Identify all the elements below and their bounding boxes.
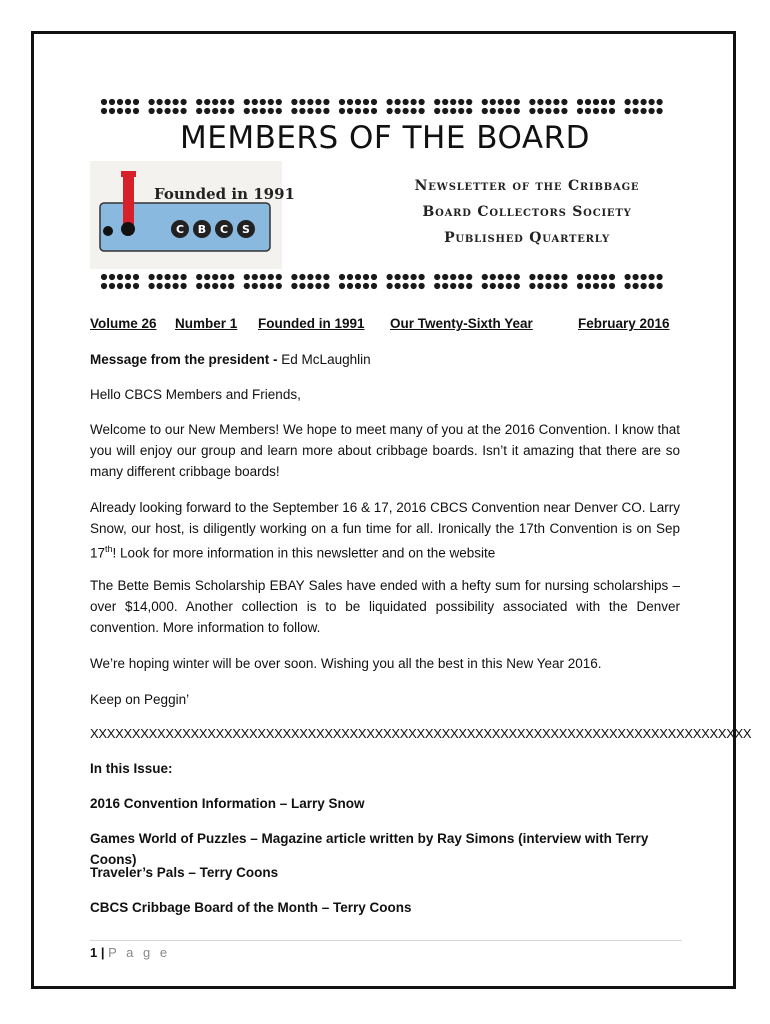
peg-hole bbox=[347, 99, 353, 105]
peg-hole bbox=[537, 274, 543, 280]
peg-hole bbox=[419, 108, 425, 114]
peg-hole bbox=[228, 274, 234, 280]
peg-hole bbox=[657, 108, 663, 114]
peg-hole bbox=[387, 99, 393, 105]
peg-hole bbox=[601, 274, 607, 280]
peg-hole bbox=[355, 283, 361, 289]
issue-item: 2016 Convention Information – Larry Snow bbox=[90, 796, 365, 811]
paragraph-scholarship: The Bette Bemis Scholarship EBAY Sales have ended with a hefty sum for nursing scholarships – over $14,000. Another collection is to be liquidated possibility associated with the Denver convention. More information to follow. bbox=[90, 578, 680, 635]
peg-hole bbox=[585, 99, 591, 105]
peg-hole bbox=[339, 283, 345, 289]
subtitle-line-3: Published Quarterly bbox=[444, 230, 610, 246]
peg-hole bbox=[252, 99, 258, 105]
peg-hole bbox=[633, 274, 639, 280]
peg-hole bbox=[347, 108, 353, 114]
peg-hole bbox=[244, 108, 250, 114]
peg-hole bbox=[157, 108, 163, 114]
peg-hole bbox=[363, 99, 369, 105]
peg-hole bbox=[339, 99, 345, 105]
peg-hole bbox=[371, 108, 377, 114]
peg-hole bbox=[529, 283, 535, 289]
peg-hole bbox=[657, 283, 663, 289]
peg-hole bbox=[260, 108, 266, 114]
number-label: Number 1 bbox=[175, 316, 238, 331]
peg-hole bbox=[252, 283, 258, 289]
logo-letter-c2: C bbox=[219, 223, 229, 236]
page-label: P a g e bbox=[108, 945, 171, 960]
peg-hole bbox=[117, 283, 123, 289]
peg-hole bbox=[355, 108, 361, 114]
peg-hole bbox=[514, 283, 520, 289]
peg-hole bbox=[498, 274, 504, 280]
peg-hole bbox=[268, 108, 274, 114]
peg-hole bbox=[307, 274, 313, 280]
peg-hole bbox=[450, 274, 456, 280]
peg-hole bbox=[204, 108, 210, 114]
peg-hole bbox=[553, 108, 559, 114]
peg-hole bbox=[514, 108, 520, 114]
peg-hole bbox=[347, 283, 353, 289]
peg-hole bbox=[553, 274, 559, 280]
peg-hole bbox=[561, 108, 567, 114]
peg-hole bbox=[395, 283, 401, 289]
issue-item: CBCS Cribbage Board of the Month – Terry Coons bbox=[90, 900, 412, 915]
peg-hole bbox=[109, 274, 115, 280]
peg-hole bbox=[371, 274, 377, 280]
peg-hole bbox=[649, 283, 655, 289]
peg-hole bbox=[625, 283, 631, 289]
peg-hole bbox=[196, 108, 202, 114]
peg-hole bbox=[125, 283, 131, 289]
peg-hole bbox=[585, 283, 591, 289]
peg-hole bbox=[395, 274, 401, 280]
peg-hole bbox=[450, 283, 456, 289]
peg-hole bbox=[109, 283, 115, 289]
page-number: 1 bbox=[90, 945, 98, 960]
peg-hole bbox=[109, 99, 115, 105]
peg-hole bbox=[609, 108, 615, 114]
peg-hole bbox=[458, 283, 464, 289]
peg-hole bbox=[434, 108, 440, 114]
peg-hole bbox=[395, 99, 401, 105]
peg-hole bbox=[641, 99, 647, 105]
peg-hole bbox=[419, 274, 425, 280]
peg-hole bbox=[133, 283, 139, 289]
superscript-th: th bbox=[105, 544, 113, 554]
paragraph-welcome: Welcome to our New Members! We hope to meet many of you at the 2016 Convention. I know that you will enjoy our group and learn more about cribbage boards. Isn’t it amazing that there are so many different cribbage boards! bbox=[90, 422, 680, 479]
peg-hole bbox=[276, 99, 282, 105]
founded-label: Founded in 1991 bbox=[258, 316, 365, 331]
peg-hole bbox=[244, 99, 250, 105]
peg-hole bbox=[157, 283, 163, 289]
peg-hole bbox=[585, 108, 591, 114]
peg-hole bbox=[276, 283, 282, 289]
peg-hole bbox=[537, 108, 543, 114]
peg-hole bbox=[291, 108, 297, 114]
peg-hole bbox=[196, 274, 202, 280]
issue-item: Traveler’s Pals – Terry Coons bbox=[90, 865, 279, 880]
peg-hole bbox=[434, 99, 440, 105]
peg-hole bbox=[506, 283, 512, 289]
peg-hole bbox=[268, 99, 274, 105]
peg-hole bbox=[363, 283, 369, 289]
peg-hole bbox=[506, 274, 512, 280]
peg-hole bbox=[601, 283, 607, 289]
peg-hole bbox=[212, 283, 218, 289]
peg-hole bbox=[434, 274, 440, 280]
peg-hole bbox=[101, 283, 107, 289]
peg-hole bbox=[307, 99, 313, 105]
peg-hole bbox=[268, 274, 274, 280]
peg-hole bbox=[466, 99, 472, 105]
peg-hole bbox=[633, 99, 639, 105]
peg-hole bbox=[403, 283, 409, 289]
peg-hole bbox=[133, 99, 139, 105]
peg-hole bbox=[173, 108, 179, 114]
peg-hole bbox=[260, 274, 266, 280]
date-label: February 2016 bbox=[578, 316, 670, 331]
peg-hole bbox=[323, 274, 329, 280]
peg-hole bbox=[403, 108, 409, 114]
peg-hole bbox=[553, 99, 559, 105]
peg-hole bbox=[291, 283, 297, 289]
peg-hole bbox=[323, 283, 329, 289]
peg-hole bbox=[323, 108, 329, 114]
peg-hole bbox=[244, 274, 250, 280]
peg-hole bbox=[260, 283, 266, 289]
peg-hole bbox=[268, 283, 274, 289]
footer-separator: | bbox=[97, 945, 109, 960]
peg-hole bbox=[490, 108, 496, 114]
peg-hole bbox=[450, 108, 456, 114]
peg-hole bbox=[299, 283, 305, 289]
peg-hole bbox=[299, 108, 305, 114]
peg-hole bbox=[315, 274, 321, 280]
peg-hole bbox=[117, 274, 123, 280]
peg-hole bbox=[633, 283, 639, 289]
peg-hole bbox=[514, 274, 520, 280]
paragraph-convention bbox=[90, 497, 680, 564]
peg-hole bbox=[641, 283, 647, 289]
paragraph-convention-end: ! Look for more information in this newsletter and on the website bbox=[112, 545, 496, 561]
peg-hole bbox=[315, 99, 321, 105]
peg-hole bbox=[196, 283, 202, 289]
message-heading-label: Message from the president - bbox=[90, 352, 278, 367]
peg-hole bbox=[307, 283, 313, 289]
peg-hole bbox=[411, 99, 417, 105]
peg-hole bbox=[649, 108, 655, 114]
peg-hole bbox=[339, 108, 345, 114]
peg-hole bbox=[593, 108, 599, 114]
peg-hole bbox=[593, 283, 599, 289]
peg-hole bbox=[490, 99, 496, 105]
peg-hole bbox=[220, 99, 226, 105]
peg-hole bbox=[657, 99, 663, 105]
peg-hole bbox=[315, 108, 321, 114]
peg-hole bbox=[490, 274, 496, 280]
peg-hole bbox=[545, 108, 551, 114]
peg-hole bbox=[442, 274, 448, 280]
peg-hole bbox=[514, 99, 520, 105]
peg-hole bbox=[450, 99, 456, 105]
peg-hole bbox=[545, 283, 551, 289]
peg-hole bbox=[553, 283, 559, 289]
peg-hole bbox=[577, 283, 583, 289]
subtitle-line-2: Board Collectors Society bbox=[422, 204, 632, 220]
paragraph-convention-text: Already looking forward to the September 16 & 17, 2016 CBCS Convention near Denver CO. Larry Snow, our host, is diligently working on a fun time for all. Ironically the 17th Convention is on Sep 17 bbox=[90, 500, 680, 561]
peg-hole bbox=[276, 108, 282, 114]
message-heading bbox=[90, 349, 680, 370]
peg-hole bbox=[212, 274, 218, 280]
peg-hole bbox=[133, 108, 139, 114]
peg-hole bbox=[173, 99, 179, 105]
peg-hole bbox=[537, 99, 543, 105]
separator-line: XXXXXXXXXXXXXXXXXXXXXXXXXXXXXXXXXXXXXXXXXXXXXXXXXXXXXXXXXXXXXXXXXXXXXXXXXXXXXXX bbox=[90, 726, 752, 741]
peg-hole bbox=[482, 108, 488, 114]
peg-hole bbox=[204, 283, 210, 289]
peg-hole bbox=[117, 99, 123, 105]
peg-hole bbox=[125, 274, 131, 280]
peg-hole bbox=[411, 108, 417, 114]
peg-hole bbox=[577, 99, 583, 105]
peg-hole bbox=[173, 274, 179, 280]
peg-hole bbox=[482, 99, 488, 105]
peg-hole bbox=[545, 99, 551, 105]
peg-hole bbox=[601, 108, 607, 114]
peg-hole bbox=[228, 99, 234, 105]
peg-hole bbox=[561, 99, 567, 105]
peg-hole bbox=[506, 108, 512, 114]
peg-hole bbox=[371, 99, 377, 105]
peg-hole bbox=[291, 99, 297, 105]
peg-hole bbox=[529, 274, 535, 280]
paragraph-winter: We’re hoping winter will be over soon. Wishing you all the best in this New Year 2016. bbox=[90, 656, 602, 671]
message-author: Ed McLaughlin bbox=[277, 352, 371, 367]
peg-hole bbox=[149, 99, 155, 105]
peg-hole bbox=[561, 283, 567, 289]
peg-hole bbox=[641, 274, 647, 280]
peg-hole bbox=[165, 274, 171, 280]
peg-hole bbox=[490, 283, 496, 289]
peg-hole bbox=[220, 274, 226, 280]
peg-hole bbox=[529, 108, 535, 114]
peg-hole bbox=[498, 108, 504, 114]
peg-hole bbox=[411, 274, 417, 280]
peg-hole bbox=[117, 108, 123, 114]
issue-item: Games World of Puzzles – Magazine article written by Ray Simons (interview with Terry Coons) bbox=[90, 831, 649, 867]
peg-hole bbox=[498, 99, 504, 105]
peg-hole bbox=[649, 274, 655, 280]
peg-hole bbox=[101, 274, 107, 280]
in-this-issue-heading: In this Issue: bbox=[90, 761, 173, 776]
peg-hole bbox=[149, 274, 155, 280]
peg-hole bbox=[601, 99, 607, 105]
peg-hole bbox=[498, 283, 504, 289]
peg-hole bbox=[387, 283, 393, 289]
newsletter-title: MEMBERS OF THE BOARD bbox=[180, 120, 590, 156]
page-footer bbox=[90, 945, 170, 960]
peg-hole bbox=[101, 99, 107, 105]
peg-hole bbox=[609, 274, 615, 280]
peg-hole bbox=[165, 108, 171, 114]
peg-hole bbox=[323, 99, 329, 105]
peg-hole bbox=[434, 283, 440, 289]
peg-hole bbox=[458, 99, 464, 105]
peg-hole bbox=[125, 108, 131, 114]
peg-hole bbox=[339, 274, 345, 280]
peg-hole bbox=[466, 108, 472, 114]
peg-hole bbox=[609, 283, 615, 289]
peg-hole bbox=[181, 274, 187, 280]
peg-hole bbox=[363, 274, 369, 280]
peg-hole bbox=[625, 99, 631, 105]
peg-hole bbox=[419, 99, 425, 105]
peg-hole bbox=[442, 283, 448, 289]
peg-hole bbox=[276, 274, 282, 280]
peg-hole bbox=[299, 274, 305, 280]
peg-hole bbox=[355, 99, 361, 105]
peg-hole bbox=[149, 108, 155, 114]
peg-hole bbox=[561, 274, 567, 280]
peg-hole bbox=[165, 99, 171, 105]
cbcs-logo bbox=[90, 161, 295, 269]
peg-hole bbox=[625, 274, 631, 280]
peg-hole bbox=[585, 274, 591, 280]
peg-hole bbox=[545, 274, 551, 280]
peg-hole bbox=[181, 99, 187, 105]
peg-hole bbox=[291, 274, 297, 280]
volume-label: Volume 26 bbox=[90, 316, 157, 331]
signoff: Keep on Peggin’ bbox=[90, 692, 190, 707]
peg-hole bbox=[181, 108, 187, 114]
peg-hole bbox=[109, 108, 115, 114]
peg-hole bbox=[228, 283, 234, 289]
peg-hole bbox=[387, 274, 393, 280]
peg-hole bbox=[125, 99, 131, 105]
peg-hole bbox=[260, 99, 266, 105]
peg-hole bbox=[482, 274, 488, 280]
peg-hole bbox=[204, 274, 210, 280]
peg-hole bbox=[355, 274, 361, 280]
logo-letter-b: B bbox=[197, 223, 207, 236]
peg-hole bbox=[641, 108, 647, 114]
peg-hole bbox=[212, 108, 218, 114]
peg-hole bbox=[593, 99, 599, 105]
peg-hole bbox=[506, 99, 512, 105]
peg-hole bbox=[252, 108, 258, 114]
peg-hole bbox=[577, 274, 583, 280]
peg-hole bbox=[101, 108, 107, 114]
peg-hole bbox=[529, 99, 535, 105]
peg-hole bbox=[609, 99, 615, 105]
subtitle-line-1: Newsletter of the Cribbage bbox=[414, 178, 640, 194]
peg-hole bbox=[403, 274, 409, 280]
logo-letter-c1: C bbox=[175, 223, 185, 236]
peg-hole bbox=[633, 108, 639, 114]
peg-hole bbox=[307, 108, 313, 114]
peg-hole bbox=[315, 283, 321, 289]
peg-hole bbox=[228, 108, 234, 114]
peg-hole bbox=[212, 99, 218, 105]
peg-hole bbox=[593, 274, 599, 280]
peg-hole-row-top bbox=[100, 98, 672, 116]
peg-hole bbox=[649, 99, 655, 105]
peg-hole bbox=[466, 283, 472, 289]
peg-hole bbox=[419, 283, 425, 289]
peg-hole bbox=[220, 108, 226, 114]
peg-hole bbox=[537, 283, 543, 289]
peg-hole bbox=[220, 283, 226, 289]
logo-letter-s: S bbox=[242, 223, 250, 236]
peg-hole bbox=[173, 283, 179, 289]
peg-hole bbox=[157, 99, 163, 105]
peg-hole bbox=[458, 274, 464, 280]
peg-hole bbox=[577, 108, 583, 114]
peg-hole bbox=[657, 274, 663, 280]
peg-hole bbox=[149, 283, 155, 289]
peg-hole bbox=[244, 283, 250, 289]
peg-hole bbox=[157, 274, 163, 280]
peg-hole bbox=[625, 108, 631, 114]
peg-hole bbox=[299, 99, 305, 105]
peg-hole bbox=[403, 99, 409, 105]
peg-hole bbox=[395, 108, 401, 114]
peg-hole bbox=[387, 108, 393, 114]
peg-hole bbox=[165, 283, 171, 289]
peg-hole bbox=[133, 274, 139, 280]
peg-hole bbox=[181, 283, 187, 289]
peg-hole bbox=[466, 274, 472, 280]
peg-hole bbox=[347, 274, 353, 280]
peg-hole bbox=[411, 283, 417, 289]
logo-founded-text: Founded in 1991 bbox=[154, 185, 295, 203]
year-label: Our Twenty-Sixth Year bbox=[390, 316, 533, 331]
peg-hole bbox=[252, 274, 258, 280]
peg-hole bbox=[371, 283, 377, 289]
footer-divider bbox=[90, 940, 682, 941]
peg-hole bbox=[442, 108, 448, 114]
peg-hole bbox=[204, 99, 210, 105]
greeting: Hello CBCS Members and Friends, bbox=[90, 387, 301, 402]
peg-hole bbox=[442, 99, 448, 105]
peg-hole bbox=[482, 283, 488, 289]
peg-hole bbox=[363, 108, 369, 114]
peg-hole bbox=[196, 99, 202, 105]
peg-hole-row-bottom bbox=[100, 273, 672, 291]
peg-hole bbox=[458, 108, 464, 114]
